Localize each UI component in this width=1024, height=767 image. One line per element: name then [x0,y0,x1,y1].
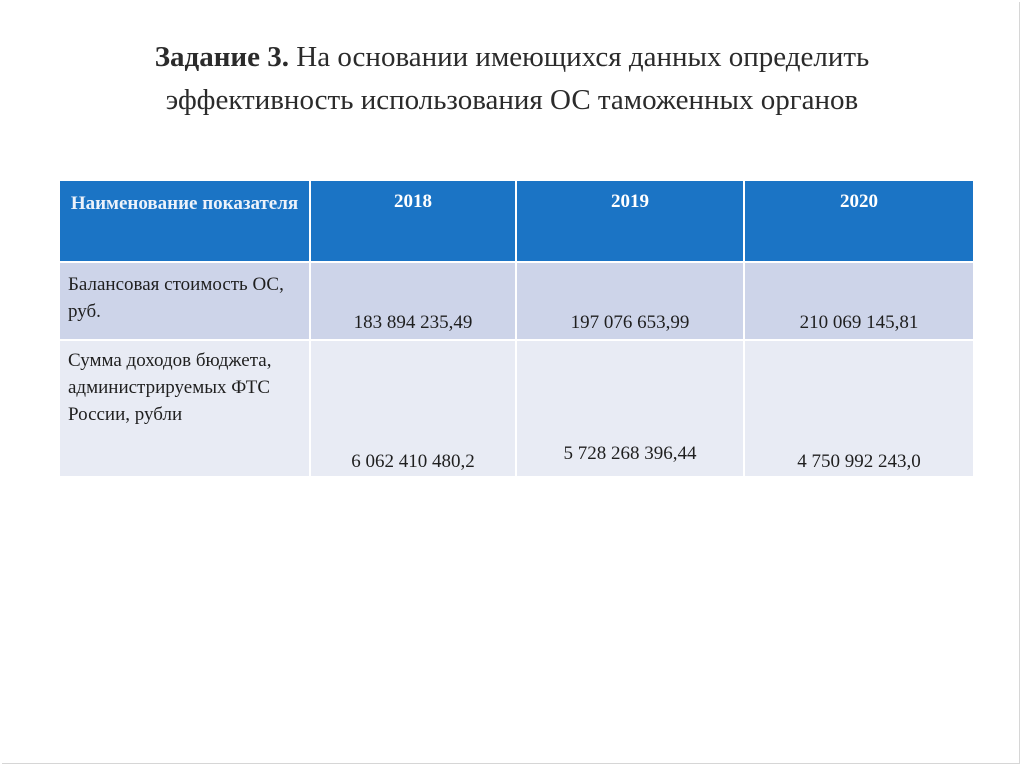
title-line-1: На основании имеющихся данных определить [289,41,870,73]
title-task-label: Задание 3. [154,41,290,73]
table-row [60,262,973,340]
cell-revenue-2020: 4 750 992 243,0 [744,340,973,476]
header-year-2018: 2018 [310,181,516,262]
cell-revenue-2018: 6 062 410 480,2 [310,340,516,476]
table-row [60,340,973,476]
row-label-budget-revenue: Сумма доходов бюджета, администрируемых ФТС России, рубли [60,340,310,476]
table-header-row [60,181,973,262]
title-line-2: эффективность использования ОС таможенных органов [165,84,859,116]
cell-balance-2018: 183 894 235,49 [310,262,516,340]
header-year-2020: 2020 [744,181,973,262]
cell-revenue-2019: 5 728 268 396,44 [516,340,744,476]
cell-balance-2019: 197 076 653,99 [516,262,744,340]
data-table-container [60,181,973,476]
slide-title [0,36,1024,122]
header-year-2019: 2019 [516,181,744,262]
cell-balance-2020: 210 069 145,81 [744,262,973,340]
row-label-balance-value: Балансовая стоимость ОС, руб. [60,262,310,340]
header-indicator-name: Наименование показателя [60,181,310,262]
data-table [60,181,973,476]
